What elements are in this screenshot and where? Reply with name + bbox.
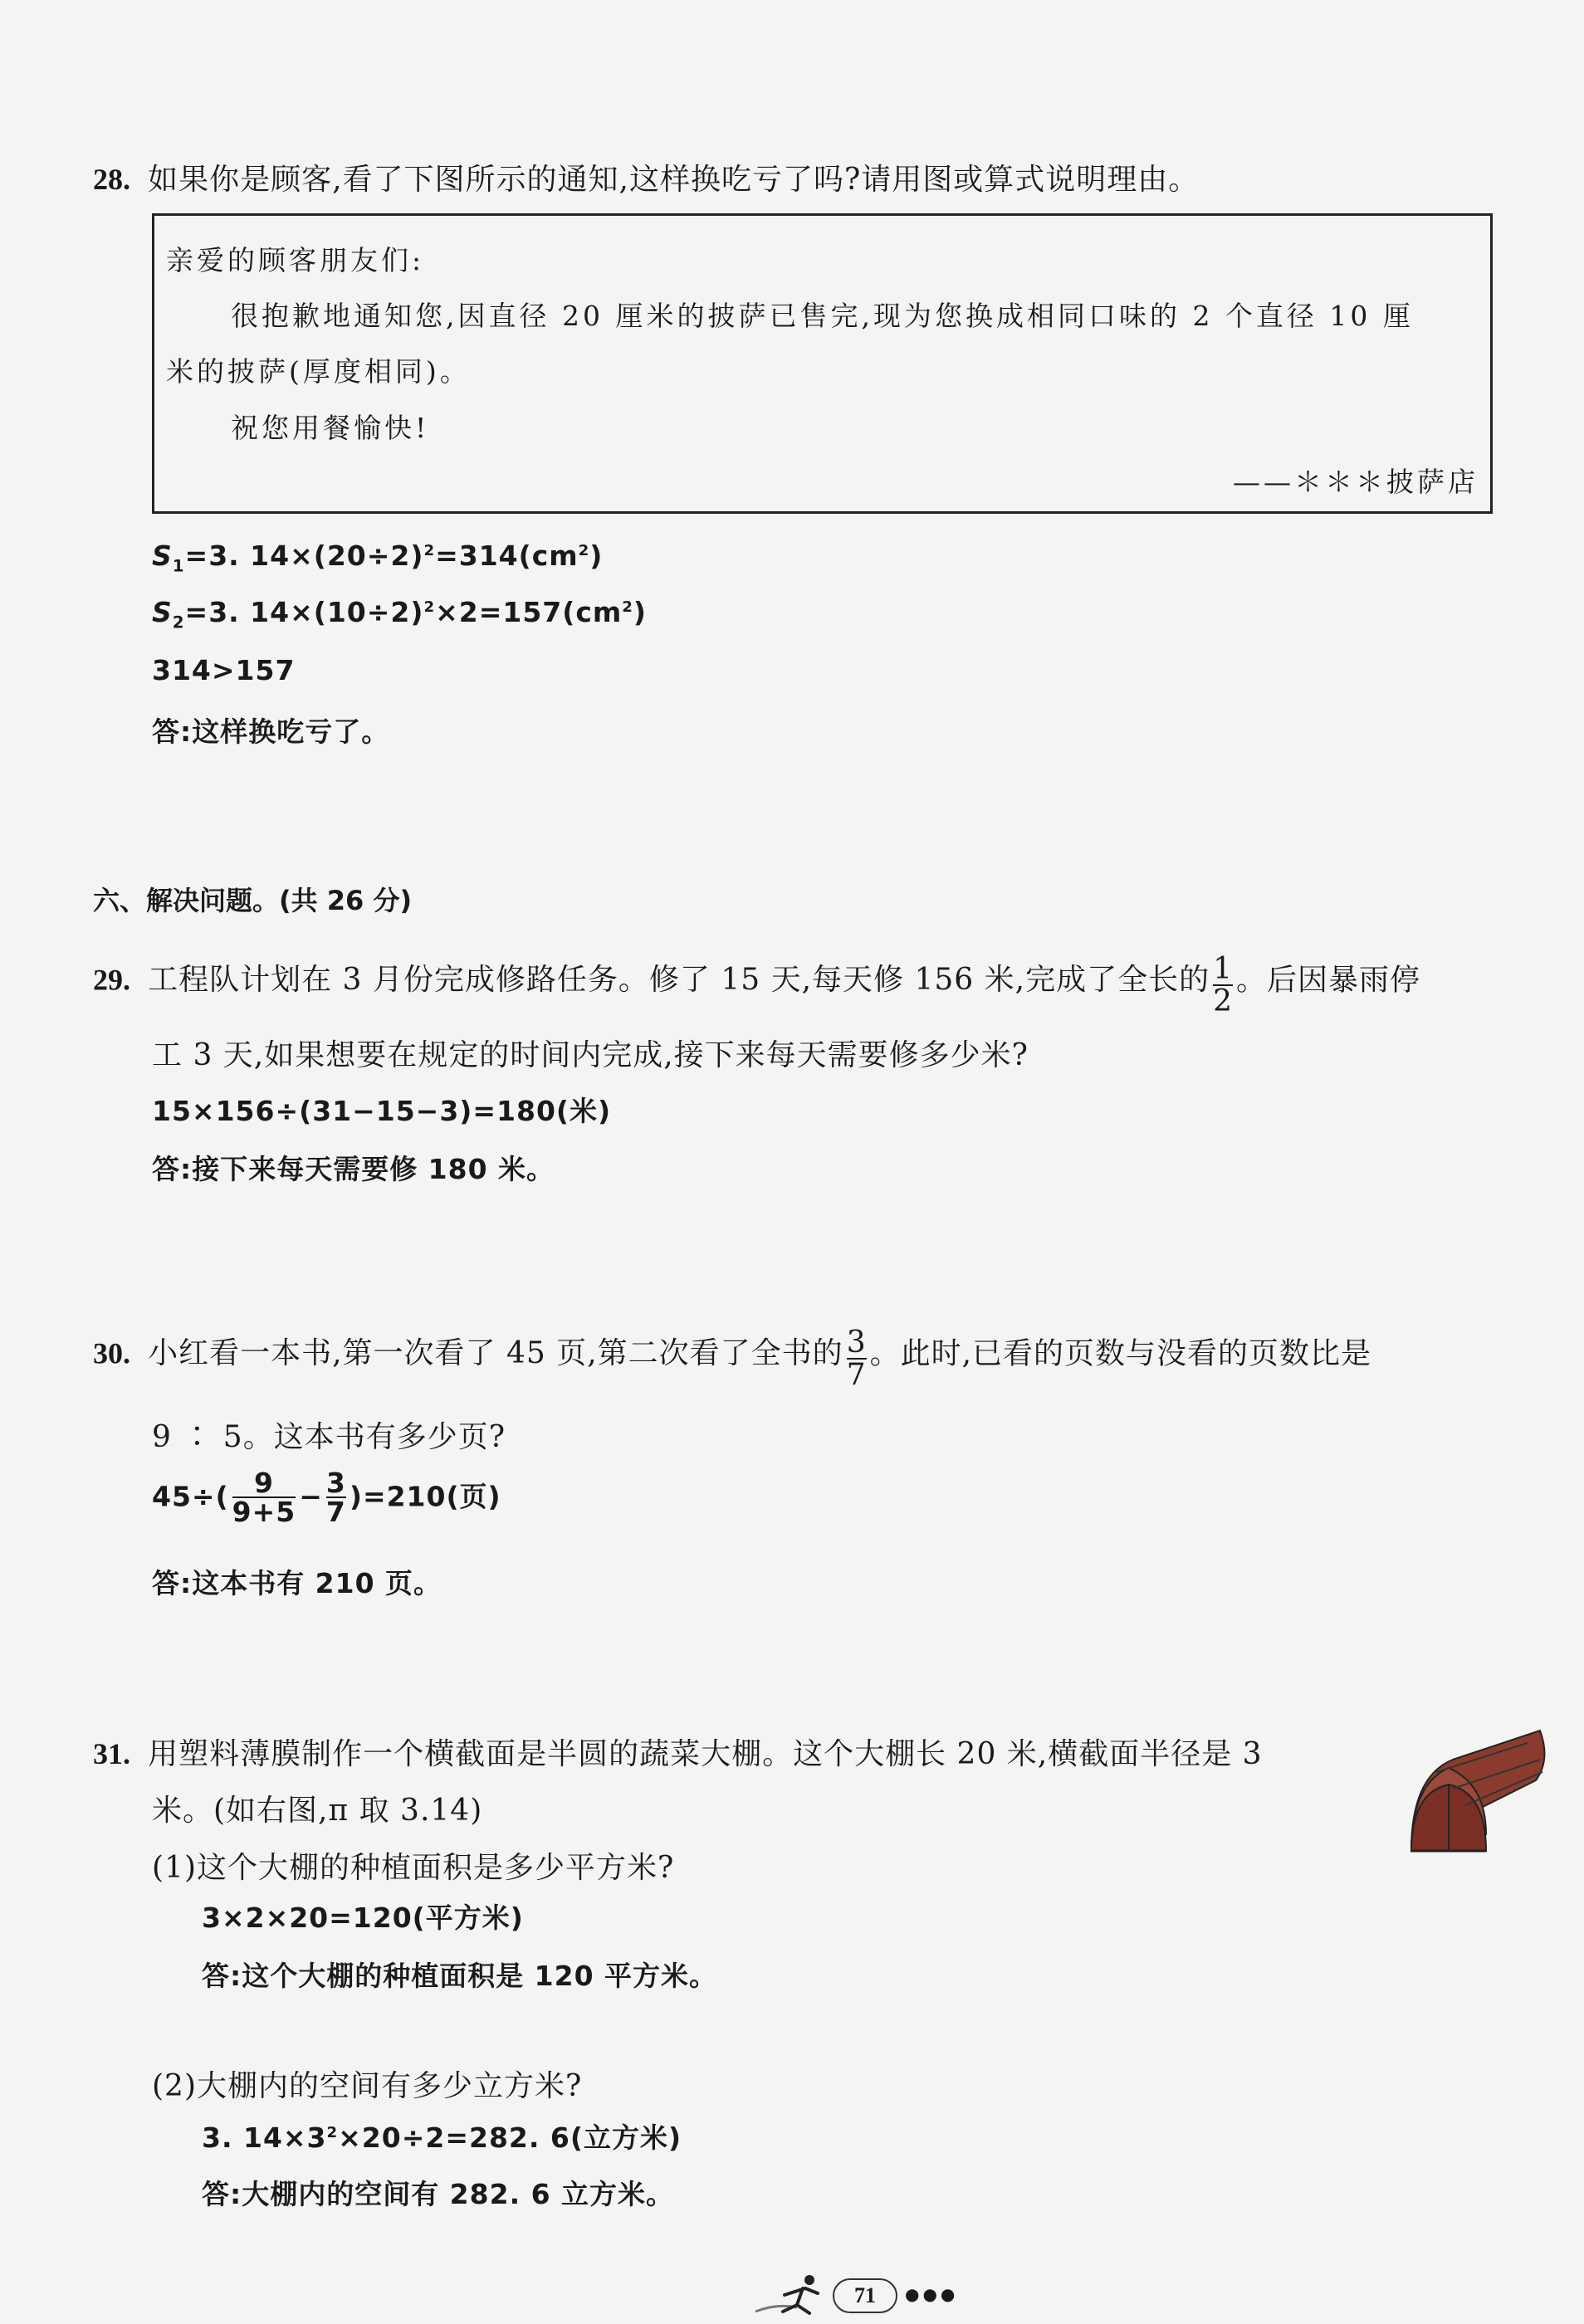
sub1-answer: 答:这个大棚的种植面积是 120 平方米。 <box>202 1960 718 1992</box>
fraction-numerator: 1 <box>1213 952 1233 986</box>
exponent: 2 <box>423 542 436 559</box>
expression: ×20÷2=282. 6(立方米) <box>338 2121 682 2154</box>
running-figure-icon <box>751 2270 834 2320</box>
expression: ×2=157(cm <box>435 596 623 628</box>
question-text-line-2: 工 3 天,如果想要在规定的时间内完成,接下来每天需要修多少米? <box>152 1038 1029 1072</box>
expression: ) <box>633 596 647 628</box>
fraction <box>847 1328 867 1391</box>
question-28 <box>93 156 1199 198</box>
question-text: 用塑料薄膜制作一个横截面是半圆的蔬菜大棚。这个大棚长 20 米,横截面半径是 3 <box>148 1737 1263 1771</box>
expression: =3. 14×(20÷2) <box>184 540 424 572</box>
fraction-denominator: 7 <box>325 1496 346 1528</box>
question-text-line-2: 米。(如右图,π 取 3.14) <box>152 1794 483 1828</box>
question-number: 29. <box>93 963 130 997</box>
section-title: 六、解决问题。(共 26 分) <box>93 885 413 916</box>
sub-question-2: (2)大棚内的空间有多少立方米? <box>152 2069 583 2103</box>
fraction-denominator: 9+5 <box>232 1496 296 1528</box>
question-29 <box>93 954 1420 1018</box>
answer-calculation <box>152 1469 501 1527</box>
answer-compare: 314>157 <box>152 654 296 686</box>
question-number: 30. <box>93 1336 130 1370</box>
answer-calculation: 15×156÷(31−15−3)=180(米) <box>152 1095 612 1127</box>
exponent: 2 <box>326 2124 339 2141</box>
unit-exponent: 2 <box>578 542 590 559</box>
page-dots-decoration: ●●● <box>905 2284 959 2304</box>
subscript: 2 <box>172 613 185 632</box>
fraction-denominator: 2 <box>1213 984 1233 1018</box>
question-text: 小红看一本书,第一次看了 45 页,第二次看了全书的 <box>148 1336 843 1371</box>
fraction <box>232 1469 296 1527</box>
expression: 45÷( <box>152 1480 229 1513</box>
question-number: 28. <box>93 163 130 196</box>
answer-conclusion: 答:这本书有 210 页。 <box>152 1567 442 1599</box>
notice-body-line-2: 米的披萨(厚度相同)。 <box>166 355 471 388</box>
answer-area-s2 <box>152 596 647 632</box>
exponent: 2 <box>423 598 436 616</box>
expression: =314(cm <box>435 540 579 572</box>
expression: 3. 14×3 <box>202 2121 327 2154</box>
question-30 <box>93 1328 1371 1391</box>
expression: )=210(页) <box>349 1480 501 1513</box>
answer-area-s1 <box>152 540 603 576</box>
question-text-line-2: 9 ∶ 5。这本书有多少页? <box>152 1420 506 1454</box>
fraction-numerator: 9 <box>253 1467 274 1499</box>
fraction-numerator: 3 <box>846 1326 867 1360</box>
fraction-numerator: 3 <box>325 1467 346 1499</box>
question-text: 。此时,已看的页数与没看的页数比是 <box>869 1336 1372 1371</box>
question-31 <box>93 1731 1263 1773</box>
page-number: 71 <box>833 2278 897 2313</box>
question-text: 工程队计划在 3 月份完成修路任务。修了 15 天,每天修 156 米,完成了全长的 <box>148 963 1210 998</box>
sub2-calculation <box>202 2116 682 2156</box>
notice-greeting: 亲爱的顾客朋友们: <box>166 244 425 276</box>
answer-conclusion: 答:这样换吃亏了。 <box>152 715 390 748</box>
sub1-calculation: 3×2×20=120(平方米) <box>202 1902 524 1934</box>
expression: ) <box>589 540 604 572</box>
greenhouse-illustration <box>1403 1726 1552 1859</box>
question-number: 31. <box>93 1737 130 1770</box>
notice-wish: 祝您用餐愉快! <box>231 412 430 444</box>
answer-conclusion: 答:接下来每天需要修 180 米。 <box>152 1153 555 1185</box>
sub-question-1: (1)这个大棚的种植面积是多少平方米? <box>152 1851 675 1885</box>
fraction <box>1213 954 1233 1018</box>
expression: =3. 14×(10÷2) <box>184 596 424 628</box>
fraction <box>326 1469 346 1527</box>
sub2-answer: 答:大棚内的空间有 282. 6 立方米。 <box>202 2178 675 2210</box>
subscript: 1 <box>172 556 185 576</box>
unit-exponent: 2 <box>622 598 633 616</box>
variable-s: S <box>152 540 173 572</box>
variable-s: S <box>152 596 173 628</box>
pizza-notice-box <box>152 213 1493 514</box>
question-text: 。后因暴雨停 <box>1235 963 1420 998</box>
notice-body-line-1: 很抱歉地通知您,因直径 20 厘米的披萨已售完,现为您换成相同口味的 2 个直径 10 厘 <box>231 300 1414 332</box>
fraction-denominator: 7 <box>846 1358 867 1392</box>
question-text: 如果你是顾客,看了下图所示的通知,这样换吃亏了吗?请用图或算式说明理由。 <box>148 163 1200 197</box>
notice-signature: ——＊＊＊披萨店 <box>1233 466 1479 498</box>
minus-sign: − <box>299 1480 323 1513</box>
